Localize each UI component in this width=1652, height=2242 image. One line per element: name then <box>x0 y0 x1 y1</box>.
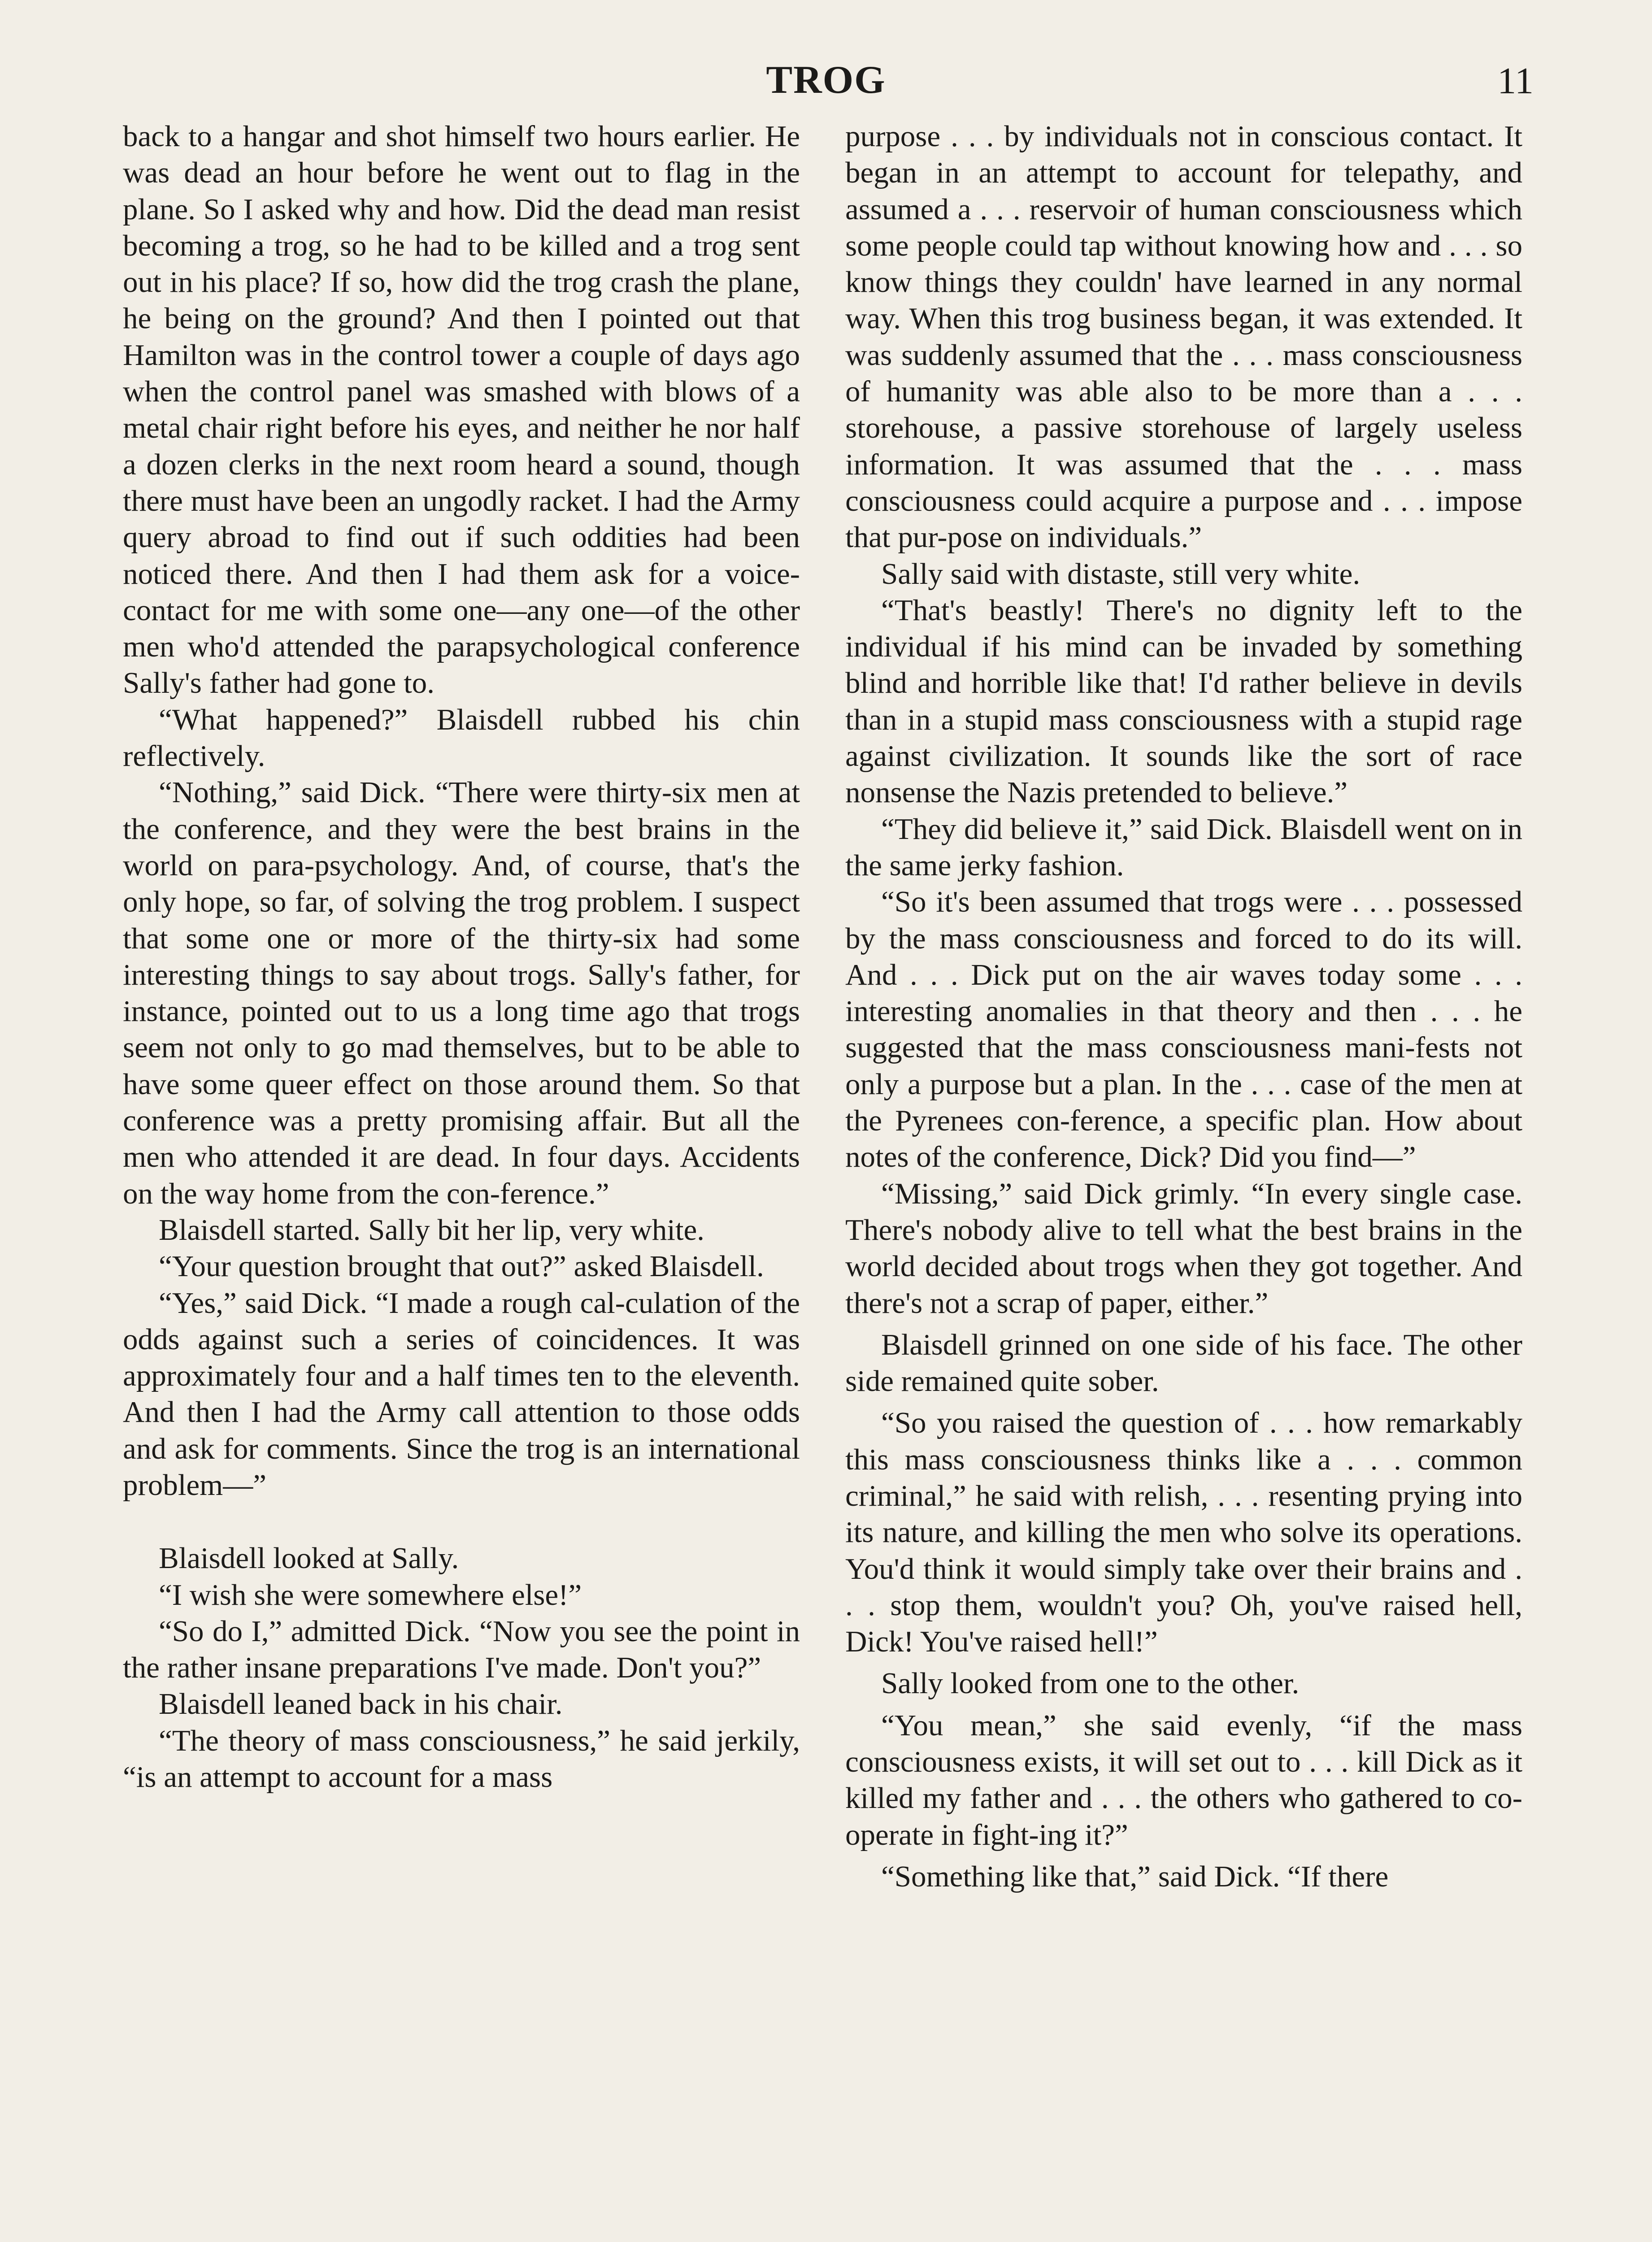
paragraph: “The theory of mass consciousness,” he said jerkily, “is an attempt to account for a mass <box>123 1724 800 1794</box>
paragraph: “So do I,” admitted Dick. “Now you see the point in the rather insane preparations I've made. Don't you?” <box>123 1614 800 1685</box>
paragraph: “Something like that,” said Dick. “If there <box>881 1860 1389 1893</box>
paragraph: Sally looked from one to the other. <box>881 1667 1300 1700</box>
paragraph: “You mean,” she said evenly, “if the mass consciousness exists, it will set out to . . . kill Dick as it killed my father and . . . the others who gathered to co-operate in fight-ing it?” <box>845 1708 1522 1851</box>
paragraph: “Nothing,” said Dick. “There were thirty-six men at the conference, and they were the best brains in the world on para-psychology. And, of course, that's the only hope, so far, of solving the trog problem. I suspect that some one or more of the thirty-six had some interesting things to say about trogs. Sally's father, for instance, pointed out to us a long time ago that trogs seem not only to go mad themselves, but to be able to have some queer effect on those around them. So that conference was a pretty promising affair. But all the men who attended it are dead. In four days. Accidents on the way home from the con-ference.” <box>123 776 800 1210</box>
paragraph: “Missing,” said Dick grimly. “In every single case. There's nobody alive to tell what the best brains in the world decided about trogs when they got together. And there's not a scrap of paper, either.” <box>845 1177 1522 1320</box>
paragraph: “Your question brought that out?” asked Blaisdell. <box>159 1250 764 1283</box>
paragraph: Blaisdell started. Sally bit her lip, very white. <box>159 1213 704 1247</box>
paragraph: back to a hangar and shot himself two hours earlier. He was dead an hour before he went out to flag in the plane. So I asked why and how. Did the dead man resist becoming a trog, so he had to be killed and a trog sent out in his place? If so, how did the trog crash the plane, he being on the ground? And then I pointed out that Hamilton was in the control tower a couple of days ago when the control panel was smashed with blows of a metal chair right before his eyes, and neither he nor half a dozen clerks in the next room heard a sound, though there must have been an ungodly racket. I had the Army query abroad to find out if such oddities had been noticed there. And then I had them ask for a voice-contact for me with some one—any one—of the other men who'd attended the parapsychological conference Sally's father had gone to. <box>123 120 800 700</box>
paragraph: Blaisdell leaned back in his chair. <box>159 1687 563 1721</box>
right-column <box>845 118 1522 1895</box>
paragraph: purpose . . . by individuals not in conscious contact. It began in an attempt to account for telepathy, and assumed a . . . reservoir of human consciousness which some people could tap without knowing how and . . . so know things they couldn' have learned in any normal way. When this trog business began, it was extended. It was suddenly assumed that the . . . mass consciousness of humanity was able also to be more than a . . . storehouse, a passive storehouse of largely useless information. It was assumed that the . . . mass consciousness could acquire a purpose and . . . impose that pur-pose on individuals.” <box>845 120 1522 554</box>
paragraph: Blaisdell grinned on one side of his face. The other side remained quite sober. <box>845 1328 1522 1398</box>
paragraph: “So it's been assumed that trogs were . . . possessed by the mass consciousness and forced to do its will. And . . . Dick put on the air waves today some . . . interesting anomalies in that theory and then . . . he suggested that the mass consciousness mani-fests not only a purpose but a plan. In the . . . case of the men at the Pyrenees con-ference, a specific plan. How about notes of the conference, Dick? Did you find—” <box>845 885 1522 1174</box>
paragraph: Blaisdell looked at Sally. <box>159 1542 459 1575</box>
paragraph: “I wish she were somewhere else!” <box>159 1578 582 1612</box>
left-column <box>123 118 800 1795</box>
page-number: 11 <box>1497 60 1534 102</box>
paragraph: “That's beastly! There's no dignity left to the individual if his mind can be invaded by something blind and horrible like that! I'd rather believe in devils than in a stupid mass consciousness with a stupid rage against civilization. It sounds like the sort of race nonsense the Nazis pretended to believe.” <box>845 593 1522 809</box>
paragraph: “Yes,” said Dick. “I made a rough cal-culation of the odds against such a series of coincidences. It was approximately four and a half times ten to the eleventh. And then I had the Army call attention to those odds and ask for comments. Since the trog is an international problem—” <box>123 1286 800 1502</box>
paragraph: “What happened?” Blaisdell rubbed his chin reflectively. <box>123 703 800 773</box>
paragraph: Sally said with distaste, still very white. <box>881 557 1361 591</box>
page-title: TROG <box>766 58 886 102</box>
paragraph: “They did believe it,” said Dick. Blaisdell went on in the same jerky fashion. <box>845 812 1522 882</box>
paragraph: “So you raised the question of . . . how remarkably this mass consciousness thinks like a . . . common criminal,” he said with relish, . . . resenting prying into its nature, and killing the men who solve its operations. You'd think it would simply take over their brains and . . . stop them, wouldn't you? Oh, you've raised hell, Dick! You've raised hell!” <box>845 1406 1522 1659</box>
